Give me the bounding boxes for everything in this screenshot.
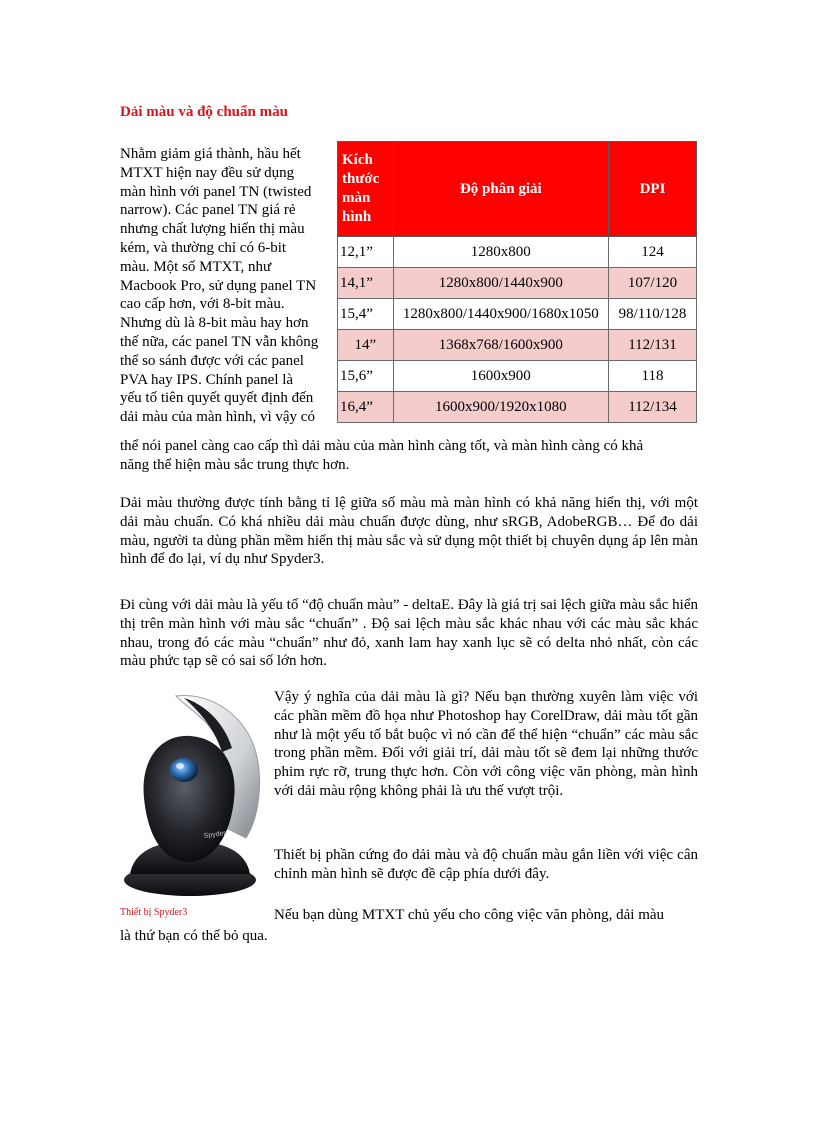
cell-size: 16,4” bbox=[338, 392, 394, 423]
intro-line: cao cấp hơn, với 8-bit màu. bbox=[120, 296, 285, 313]
intro-line: narrow). Các panel TN giá rẻ bbox=[120, 202, 296, 219]
cell-resolution: 1280x800/1440x900/1680x1050 bbox=[393, 299, 608, 330]
intro-line: dải màu của màn hình, vì vậy có bbox=[120, 409, 315, 426]
intro-line: thế nữa, các panel TN vẫn không bbox=[120, 333, 319, 350]
cell-resolution: 1280x800/1440x900 bbox=[393, 268, 608, 299]
intro-line: màu. Một số MTXT, như bbox=[120, 258, 272, 275]
cell-size: 12,1” bbox=[338, 237, 394, 268]
paragraph-meaning: Vậy ý nghĩa của dải màu là gì? Nếu bạn thường xuyên làm việc với các phần mềm đồ họa như Photoshop hay CorelDraw, dải màu tốt gần như là một yếu tố bắt buộc vì nó cần để thể hiện “chuẩn” các màu sắc trong phần mềm. Đối với giải trí, dải màu tốt sẽ đem lại những thước phim rực rỡ, trung thực hơn. Còn với công việc văn phòng, màn hình với dải màu rộng không phải là ưu thế vượt trội. bbox=[274, 689, 698, 799]
table-row bbox=[338, 237, 697, 268]
intro-line: MTXT hiện nay đều sử dụng bbox=[120, 164, 295, 181]
table-row bbox=[338, 361, 697, 392]
table-row bbox=[338, 330, 697, 361]
intro-line: thể so sánh được với các panel bbox=[120, 352, 304, 369]
header-size: Kích thước màn hình bbox=[338, 142, 394, 237]
intro-continuation bbox=[120, 437, 700, 475]
cell-dpi: 124 bbox=[609, 237, 697, 268]
cell-size: 15,4” bbox=[338, 299, 394, 330]
cell-resolution: 1600x900/1920x1080 bbox=[393, 392, 608, 423]
intro-line: Nhằm giảm giá thành, hầu hết bbox=[120, 146, 301, 162]
cell-size: 14,1” bbox=[338, 268, 394, 299]
intro-paragraph bbox=[120, 145, 340, 427]
paragraph-delta-e: Đi cùng với dải màu là yếu tố “độ chuẩn màu” - deltaE. Đây là giá trị sai lệch giữa màu sắc hiển thị trên màn hình với màu sắc “chuẩn” . Độ sai lệch màu sắc khác nhau với các màu sắc khác nhau, trong đó các màu “chuẩn” như đỏ, xanh lam hay xanh lục sẽ có delta nhỏ nhất, còn các màu phức tạp sẽ có sai số lớn hơn. bbox=[120, 597, 698, 670]
intro-line: kém, và thường chỉ có 6-bit bbox=[120, 239, 287, 256]
cell-dpi: 98/110/128 bbox=[609, 299, 697, 330]
table-header-row bbox=[338, 142, 697, 237]
intro-wide-line: năng thể hiện màu sắc trung thực hơn. bbox=[120, 456, 350, 473]
cell-dpi: 112/134 bbox=[609, 392, 697, 423]
paragraph-color-gamut: Dải màu thường được tính bằng tỉ lệ giữa số màu mà màn hình có khả năng hiển thị, với một dải màu chuẩn. Có khá nhiều dải màu chuẩn được dùng, như sRGB, AdobeRGB… Để đo dải màu, người ta dùng phần mềm hiển thị màu sắc và sử dụng một thiết bị chuyên dụng áp lên màn hình để đo lại, ví dụ như Spyder3. bbox=[120, 495, 698, 568]
cell-resolution: 1280x800 bbox=[393, 237, 608, 268]
intro-line: Nhưng dù là 8-bit màu hay hơn bbox=[120, 315, 309, 332]
cell-size: 14” bbox=[338, 330, 394, 361]
table-row bbox=[338, 299, 697, 330]
cell-dpi: 107/120 bbox=[609, 268, 697, 299]
intro-wide-line: thể nói panel càng cao cấp thì dải màu của màn hình càng tốt, và màn hình càng có khả bbox=[120, 438, 644, 454]
device-logo-text: Spyder bbox=[203, 829, 227, 840]
intro-line: Macbook Pro, sử dụng panel TN bbox=[120, 277, 317, 294]
paragraph-office-line2: là thứ bạn có thể bỏ qua. bbox=[120, 928, 268, 944]
paragraph-hardware: Thiết bị phần cứng đo dải màu và độ chuẩn màu gắn liền với việc cân chỉnh màn hình sẽ được đề cập phía dưới đây. bbox=[274, 847, 698, 882]
intro-line: nhưng chất lượng hiển thị màu bbox=[120, 221, 305, 238]
intro-line: màn hình với panel TN (twisted bbox=[120, 183, 312, 200]
image-caption: Thiết bị Spyder3 bbox=[120, 907, 188, 918]
table-row bbox=[338, 392, 697, 423]
header-resolution: Độ phân giải bbox=[393, 142, 608, 237]
intro-line: PVA hay IPS. Chính panel là bbox=[120, 371, 294, 388]
resolution-table bbox=[337, 141, 697, 423]
spyder3-device-image bbox=[114, 688, 266, 900]
intro-line: yếu tố tiên quyết quyết định đến bbox=[120, 390, 314, 407]
cell-resolution: 1368x768/1600x900 bbox=[393, 330, 608, 361]
table-row bbox=[338, 268, 697, 299]
header-dpi: DPI bbox=[609, 142, 697, 237]
cell-resolution: 1600x900 bbox=[393, 361, 608, 392]
paragraph-office-line1: Nếu bạn dùng MTXT chủ yếu cho công việc văn phòng, dải màu bbox=[274, 907, 665, 923]
cell-size: 15,6” bbox=[338, 361, 394, 392]
cell-dpi: 118 bbox=[609, 361, 697, 392]
cell-dpi: 112/131 bbox=[609, 330, 697, 361]
section-heading: Dải màu và độ chuẩn màu bbox=[120, 104, 288, 120]
